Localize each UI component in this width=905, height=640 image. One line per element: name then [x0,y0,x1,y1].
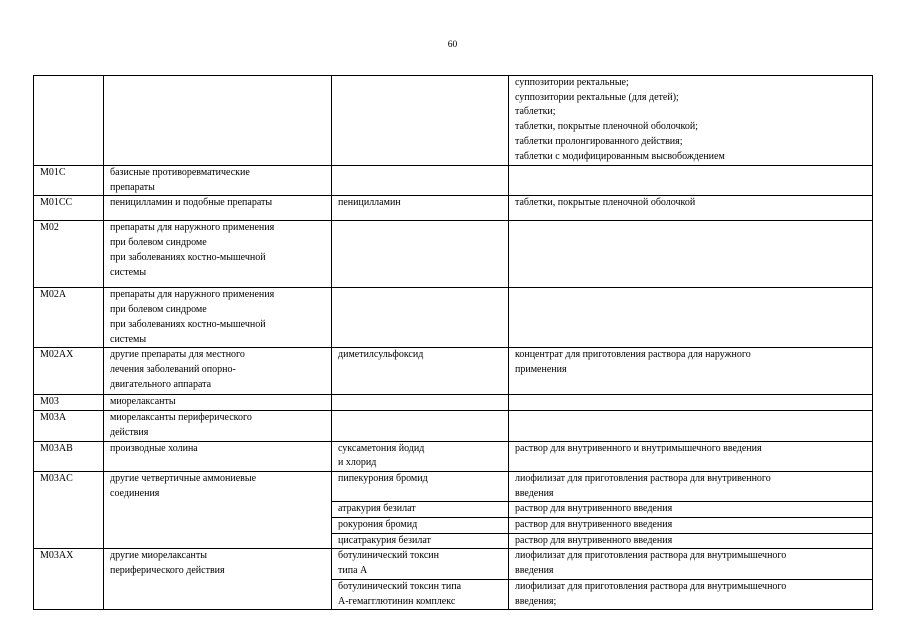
inn-cell [332,395,509,411]
group-name-cell: пеницилламин и подобные препараты [104,196,332,221]
table-row [34,166,873,196]
atc-code-cell: M03AC [34,471,104,549]
dosage-form-cell [509,411,873,441]
table-row [34,348,873,395]
dosage-form-cell: раствор для внутривенного введения [509,502,873,518]
inn-cell: ботулинический токсин типа А-гемагглютинин комплекс [332,579,509,609]
inn-cell [332,411,509,441]
group-name-cell: миорелаксанты периферического действия [104,411,332,441]
inn-cell: пипекурония бромид [332,471,509,501]
inn-cell [332,166,509,196]
table-row [34,441,873,471]
table-row [34,471,873,501]
dosage-form-cell: суппозитории ректальные; суппозитории ректальные (для детей); таблетки; таблетки, покрытые пленочной оболочкой; таблетки пролонгированного действия; таблетки с модифицированным высвобождением [509,76,873,166]
atc-code-cell: M03AX [34,549,104,610]
dosage-form-cell: раствор для внутривенного и внутримышечного введения [509,441,873,471]
dosage-form-cell [509,166,873,196]
table-row [34,411,873,441]
inn-cell: цисатракурия безилат [332,533,509,549]
table-row [34,221,873,288]
atc-code-cell: M01CC [34,196,104,221]
dosage-form-cell [509,395,873,411]
atc-code-cell: M01C [34,166,104,196]
inn-cell: диметилсульфоксид [332,348,509,395]
atc-code-cell: M03 [34,395,104,411]
page-number: 60 [447,40,458,50]
table-row [34,288,873,348]
group-name-cell: производные холина [104,441,332,471]
group-name-cell [104,76,332,166]
table-row [34,395,873,411]
dosage-form-cell: лиофилизат для приготовления раствора для внутримышечного введения; [509,579,873,609]
group-name-cell: препараты для наружного применения при болевом синдроме при заболеваниях костно-мышечной системы [104,221,332,288]
dosage-form-cell: раствор для внутривенного введения [509,533,873,549]
dosage-form-cell: раствор для внутривенного введения [509,518,873,534]
inn-cell [332,221,509,288]
group-name-cell: миорелаксанты [104,395,332,411]
inn-cell: суксаметония йодид и хлорид [332,441,509,471]
atc-code-cell: M02A [34,288,104,348]
table-row [34,196,873,221]
dosage-form-cell: концентрат для приготовления раствора для наружного применения [509,348,873,395]
inn-cell [332,288,509,348]
inn-cell [332,76,509,166]
inn-cell: пеницилламин [332,196,509,221]
inn-cell: ботулинический токсин типа А [332,549,509,579]
table-row [34,549,873,579]
dosage-form-cell: таблетки, покрытые пленочной оболочкой [509,196,873,221]
group-name-cell: другие четвертичные аммониевые соединения [104,471,332,549]
group-name-cell: другие миорелаксанты периферического действия [104,549,332,610]
dosage-form-cell: лиофилизат для приготовления раствора для внутримышечного введения [509,549,873,579]
group-name-cell: другие препараты для местного лечения заболеваний опорно- двигательного аппарата [104,348,332,395]
dosage-form-cell [509,221,873,288]
inn-cell: рокурония бромид [332,518,509,534]
inn-cell: атракурия безилат [332,502,509,518]
group-name-cell: препараты для наружного применения при болевом синдроме при заболеваниях костно-мышечной системы [104,288,332,348]
dosage-form-cell [509,288,873,348]
dosage-form-cell: лиофилизат для приготовления раствора для внутривенного введения [509,471,873,501]
table-row [34,76,873,166]
atc-code-cell: M03AB [34,441,104,471]
atc-code-cell [34,76,104,166]
atc-code-cell: M03A [34,411,104,441]
drug-table [33,75,873,610]
atc-code-cell: M02 [34,221,104,288]
group-name-cell: базисные противоревматические препараты [104,166,332,196]
atc-code-cell: M02AX [34,348,104,395]
